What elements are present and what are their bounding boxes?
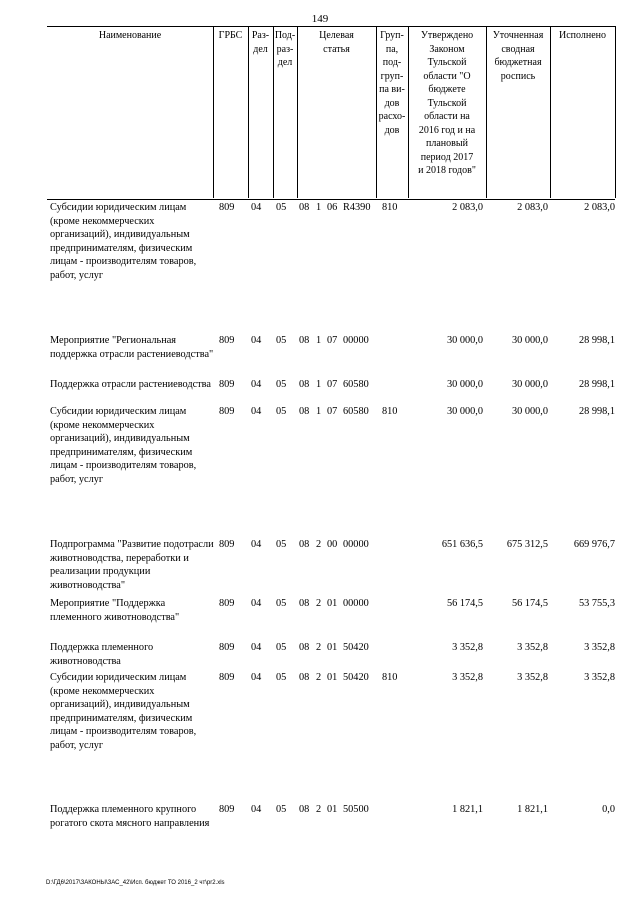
cell-approved: 30 000,0 <box>446 335 483 346</box>
cell-target-subprogram: 1 <box>316 202 322 213</box>
cell-target-direction: 00000 <box>343 335 369 346</box>
cell-target-program: 08 <box>299 539 310 550</box>
cell-executed: 3 352,8 <box>584 642 615 653</box>
cell-revised: 30 000,0 <box>511 379 548 390</box>
cell-target-program: 08 <box>299 672 310 683</box>
cell-podrazdel: 05 <box>276 379 287 390</box>
cell-razdel: 04 <box>251 202 262 213</box>
cell-approved: 30 000,0 <box>446 406 483 417</box>
header-divider <box>273 26 274 198</box>
cell-target-event: 01 <box>327 672 338 683</box>
cell-approved: 56 174,5 <box>446 598 483 609</box>
cell-target-subprogram: 1 <box>316 379 322 390</box>
table-header <box>47 26 615 200</box>
cell-approved: 651 636,5 <box>441 539 483 550</box>
cell-target-subprogram: 2 <box>316 598 322 609</box>
cell-name: Подпрограмма "Развитие подотрасли животноводства, переработки и реализации продукции животноводства" <box>50 539 214 591</box>
cell-executed: 28 998,1 <box>578 379 615 390</box>
cell-approved: 2 083,0 <box>452 202 483 213</box>
cell-target-direction: 00000 <box>343 598 369 609</box>
cell-razdel: 04 <box>251 642 262 653</box>
cell-target-event: 01 <box>327 804 338 815</box>
cell-expense-group: 810 <box>382 406 398 417</box>
cell-target-direction: 60580 <box>343 406 369 417</box>
cell-target-event: 06 <box>327 202 338 213</box>
header-target-text: Целевая статья <box>319 30 354 55</box>
header-divider <box>213 26 214 198</box>
header-group <box>376 27 408 199</box>
cell-razdel: 04 <box>251 804 262 815</box>
cell-target-direction: 60580 <box>343 379 369 390</box>
header-group-text: Груп- па, под- груп- па ви- дов расхо- дов <box>378 30 406 136</box>
header-grbs <box>213 27 248 199</box>
cell-podrazdel: 05 <box>276 406 287 417</box>
cell-target-direction: 50500 <box>343 804 369 815</box>
cell-revised: 30 000,0 <box>511 335 548 346</box>
cell-grbs: 809 <box>219 202 235 213</box>
cell-executed: 0,0 <box>602 804 615 815</box>
cell-revised: 1 821,1 <box>517 804 548 815</box>
cell-podrazdel: 05 <box>276 335 287 346</box>
cell-target-subprogram: 1 <box>316 406 322 417</box>
cell-razdel: 04 <box>251 335 262 346</box>
header-divider <box>376 26 377 198</box>
cell-name: Мероприятие "Поддержка племенного животноводства" <box>50 598 180 623</box>
cell-target-subprogram: 2 <box>316 642 322 653</box>
cell-target-program: 08 <box>299 598 310 609</box>
cell-target-program: 08 <box>299 406 310 417</box>
cell-podrazdel: 05 <box>276 598 287 609</box>
cell-executed: 3 352,8 <box>584 672 615 683</box>
cell-target-event: 01 <box>327 598 338 609</box>
cell-podrazdel: 05 <box>276 202 287 213</box>
header-approved <box>408 27 486 199</box>
header-name-text: Наименование <box>98 30 162 41</box>
header-revised-text: Уточненная сводная бюджетная роспись <box>492 30 544 82</box>
cell-target-program: 08 <box>299 335 310 346</box>
header-razdel <box>248 27 273 199</box>
cell-target-subprogram: 2 <box>316 672 322 683</box>
cell-target-event: 07 <box>327 379 338 390</box>
cell-target-event: 07 <box>327 335 338 346</box>
cell-target-direction: 50420 <box>343 642 369 653</box>
cell-executed: 669 976,7 <box>573 539 615 550</box>
cell-grbs: 809 <box>219 598 235 609</box>
cell-target-program: 08 <box>299 642 310 653</box>
cell-approved: 30 000,0 <box>446 379 483 390</box>
cell-podrazdel: 05 <box>276 642 287 653</box>
cell-grbs: 809 <box>219 804 235 815</box>
cell-executed: 2 083,0 <box>584 202 615 213</box>
cell-approved: 3 352,8 <box>452 672 483 683</box>
cell-target-event: 01 <box>327 642 338 653</box>
cell-target-subprogram: 1 <box>316 335 322 346</box>
header-divider <box>486 26 487 198</box>
cell-approved: 1 821,1 <box>452 804 483 815</box>
cell-name: Субсидии юридическим лицам (кроме некоммерческих организаций), индивидуальным предпринимателям, физическим лицам - производителям товаров, работ, услуг <box>50 406 197 485</box>
header-divider <box>408 26 409 198</box>
cell-target-direction: 50420 <box>343 672 369 683</box>
header-executed <box>550 27 615 199</box>
cell-target-program: 08 <box>299 379 310 390</box>
header-name <box>47 27 213 199</box>
cell-razdel: 04 <box>251 406 262 417</box>
header-revised <box>486 27 550 199</box>
cell-name: Мероприятие "Региональная поддержка отрасли растениеводства" <box>50 335 214 360</box>
cell-target-event: 00 <box>327 539 338 550</box>
cell-razdel: 04 <box>251 672 262 683</box>
cell-grbs: 809 <box>219 406 235 417</box>
cell-target-event: 07 <box>327 406 338 417</box>
file-path-footer: D:\ГД6\2017\ЗАКОНЫ\ЗАС_42\Исп. бюджет ТО 2016_2 чт\pr2.xls <box>46 880 225 886</box>
cell-grbs: 809 <box>219 539 235 550</box>
cell-razdel: 04 <box>251 539 262 550</box>
cell-name: Субсидии юридическим лицам (кроме некоммерческих организаций), индивидуальным предпринимателям, физическим лицам - производителям товаров, работ, услуг <box>50 202 197 281</box>
cell-razdel: 04 <box>251 598 262 609</box>
cell-podrazdel: 05 <box>276 672 287 683</box>
cell-grbs: 809 <box>219 642 235 653</box>
header-executed-text: Исполнено <box>558 30 606 41</box>
page-number: 149 <box>311 13 329 25</box>
cell-executed: 53 755,3 <box>578 598 615 609</box>
cell-podrazdel: 05 <box>276 804 287 815</box>
cell-grbs: 809 <box>219 379 235 390</box>
cell-target-direction: R4390 <box>343 202 371 213</box>
header-divider <box>297 26 298 198</box>
cell-target-subprogram: 2 <box>316 804 322 815</box>
header-approved-text: Утверждено Законом Тульской области "О бюджете Тульской области на 2016 год и на плановый период 2017 и 2018 годов" <box>418 30 476 176</box>
cell-executed: 28 998,1 <box>578 335 615 346</box>
header-target <box>297 27 376 199</box>
cell-name: Поддержка племенного животноводства <box>50 642 154 667</box>
cell-revised: 675 312,5 <box>506 539 548 550</box>
cell-grbs: 809 <box>219 672 235 683</box>
header-grbs-text: ГРБС <box>218 30 243 41</box>
header-divider <box>550 26 551 198</box>
cell-name: Поддержка племенного крупного рогатого скота мясного направления <box>50 804 210 829</box>
cell-name: Субсидии юридическим лицам (кроме некоммерческих организаций), индивидуальным предпринимателям, физическим лицам - производителям товаров, работ, услуг <box>50 672 197 751</box>
cell-expense-group: 810 <box>382 672 398 683</box>
header-divider <box>248 26 249 198</box>
cell-target-program: 08 <box>299 202 310 213</box>
header-razdel-text: Раз- дел <box>251 30 270 55</box>
header-divider <box>615 26 616 198</box>
header-podrazdel-text: Под- раз- дел <box>274 30 296 68</box>
cell-approved: 3 352,8 <box>452 642 483 653</box>
cell-name: Поддержка отрасли растениеводства <box>50 379 211 390</box>
cell-revised: 3 352,8 <box>517 672 548 683</box>
cell-revised: 2 083,0 <box>517 202 548 213</box>
header-podrazdel <box>273 27 297 199</box>
cell-executed: 28 998,1 <box>578 406 615 417</box>
cell-target-program: 08 <box>299 804 310 815</box>
cell-razdel: 04 <box>251 379 262 390</box>
cell-target-subprogram: 2 <box>316 539 322 550</box>
cell-expense-group: 810 <box>382 202 398 213</box>
cell-grbs: 809 <box>219 335 235 346</box>
cell-revised: 3 352,8 <box>517 642 548 653</box>
cell-revised: 56 174,5 <box>511 598 548 609</box>
cell-revised: 30 000,0 <box>511 406 548 417</box>
cell-podrazdel: 05 <box>276 539 287 550</box>
cell-target-direction: 00000 <box>343 539 369 550</box>
